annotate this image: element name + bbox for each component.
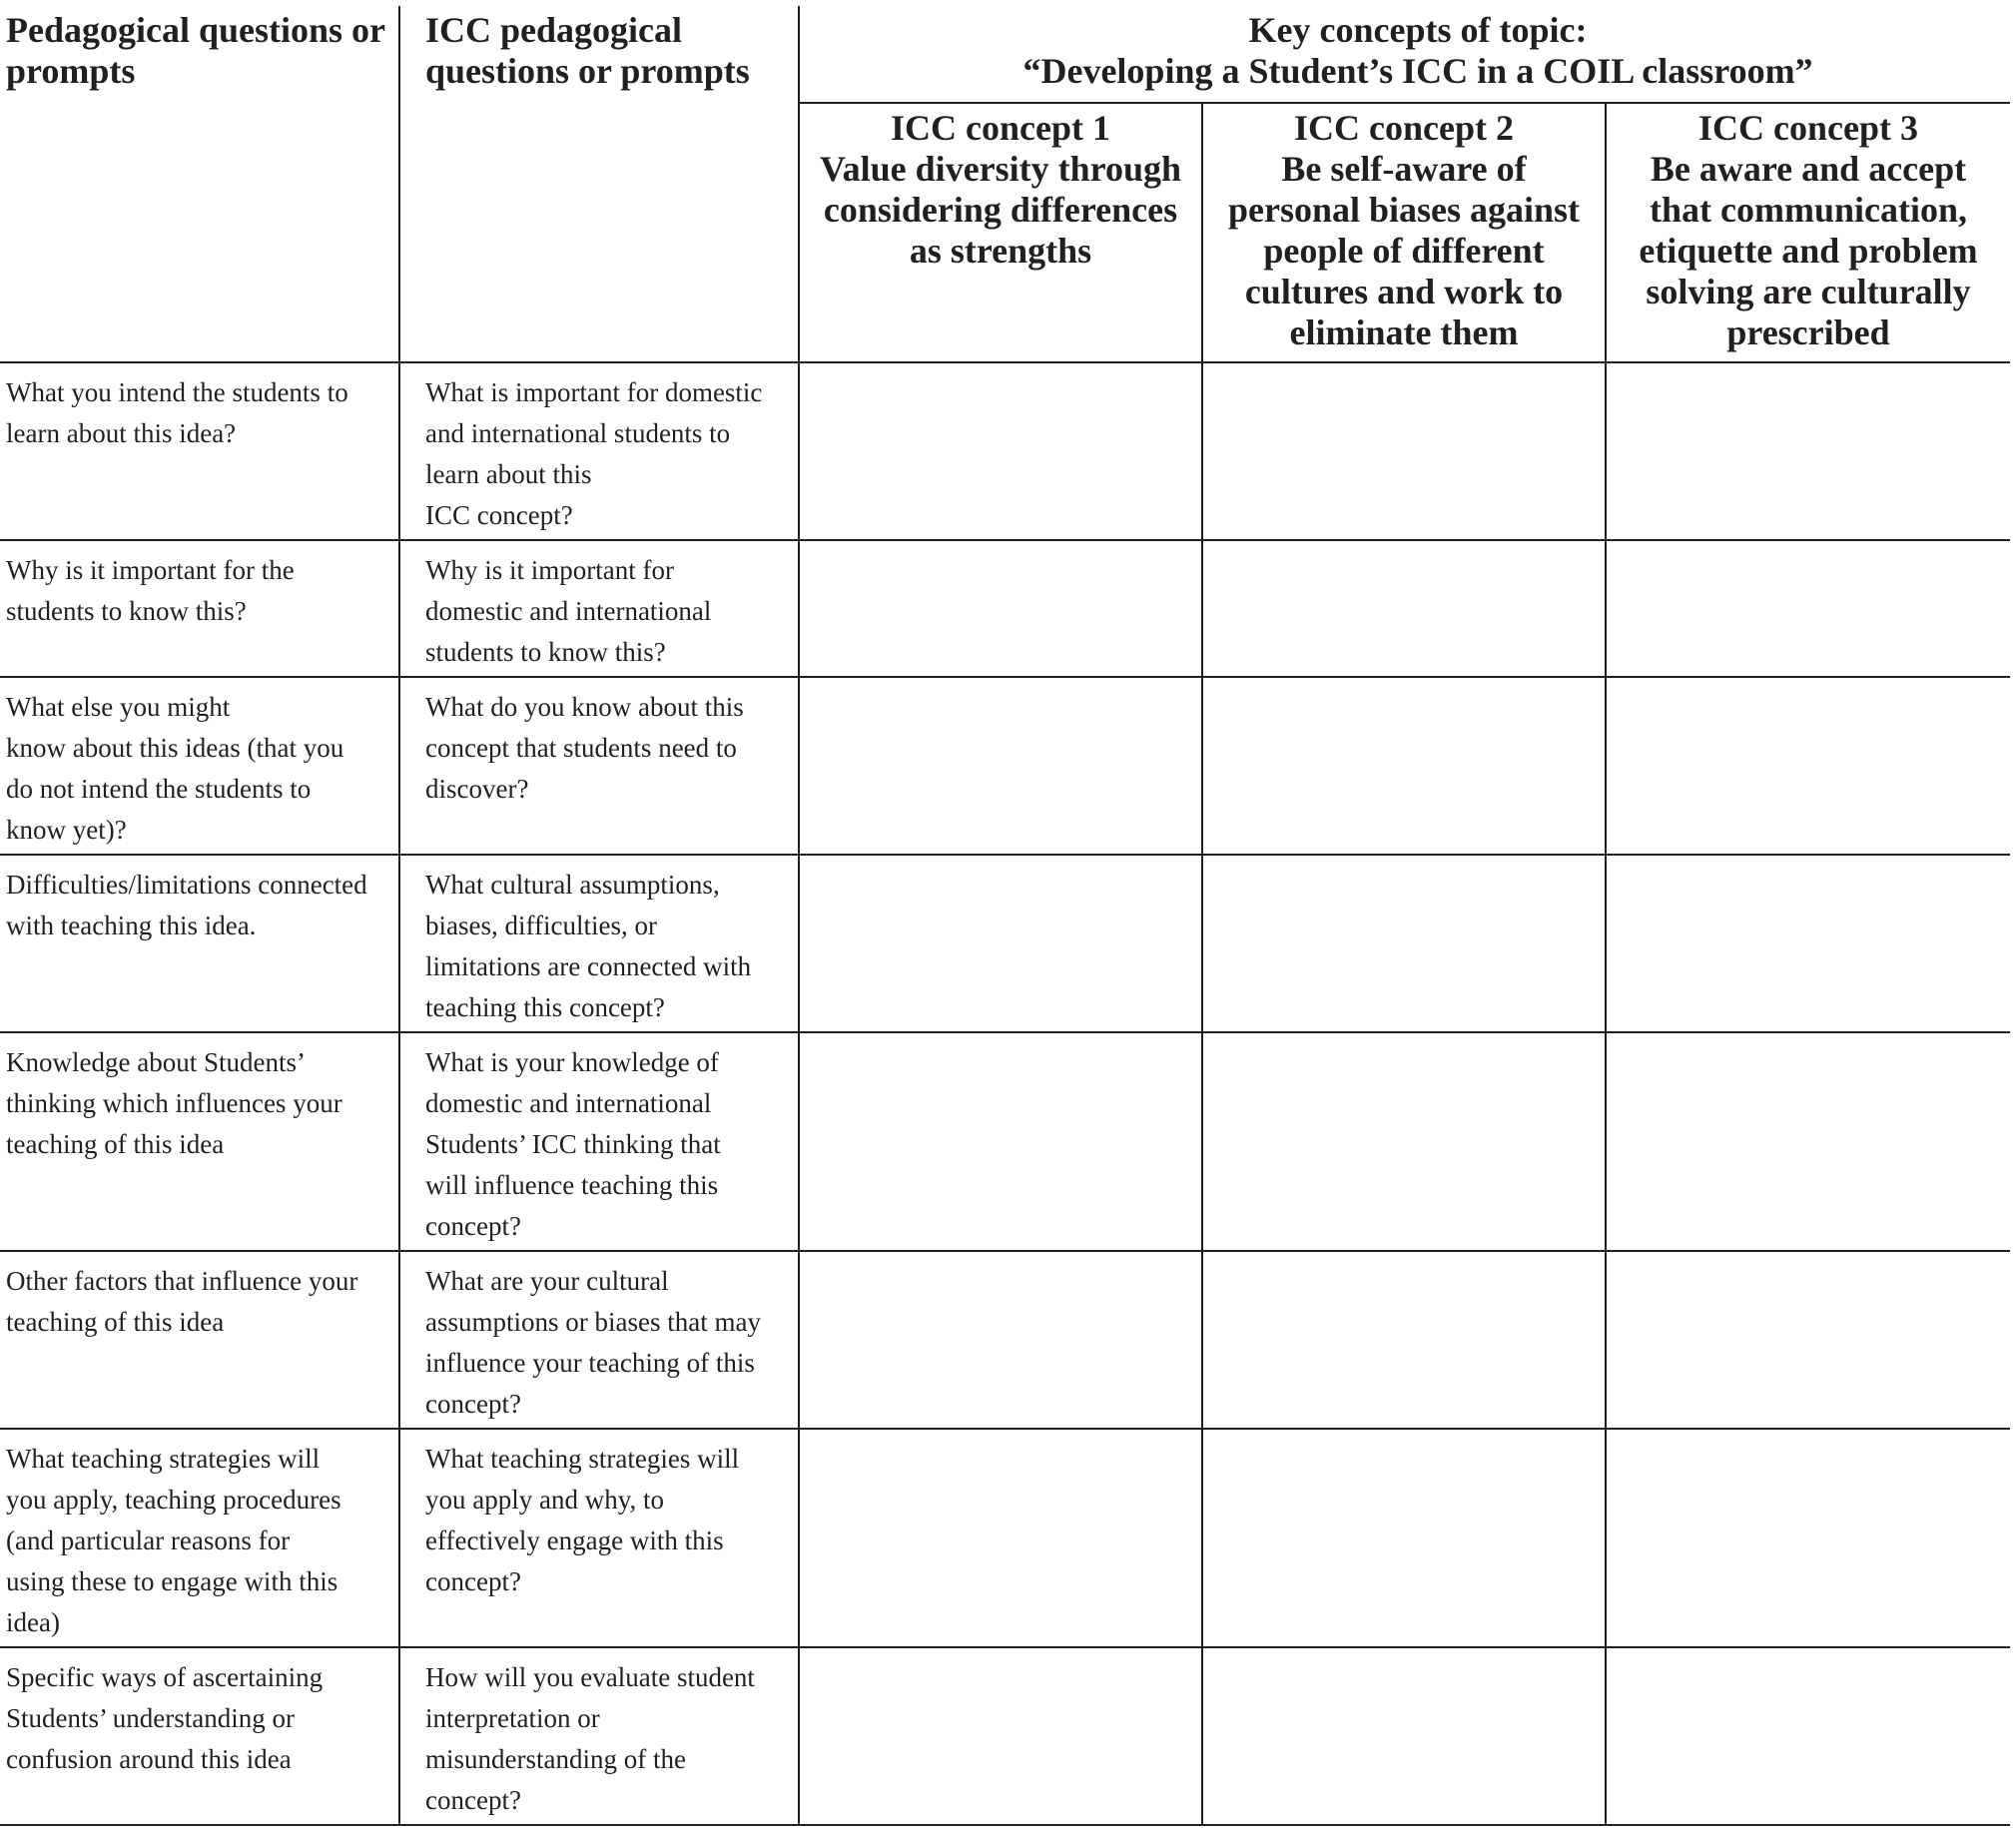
prompt-line: Other factors that influence your — [6, 1266, 358, 1296]
icc-line: biases, difficulties, or — [425, 911, 657, 940]
icc-line: concept? — [425, 1389, 521, 1419]
icc-line: domestic and international — [425, 1088, 712, 1118]
header-icc-concept-1 — [799, 103, 1202, 362]
concept-2-blank-cell — [1202, 1647, 1606, 1825]
table-row — [0, 855, 2010, 1032]
concept-2-blank-cell — [1202, 677, 1606, 855]
concept-3-blank-cell — [1606, 677, 2010, 855]
icc-line: assumptions or biases that may — [425, 1307, 761, 1337]
concept-3-blank-cell — [1606, 1429, 2010, 1647]
prompt-line: Why is it important for the — [6, 555, 295, 585]
icc-line: What teaching strategies will — [425, 1444, 740, 1474]
concept-2-blank-cell — [1202, 1429, 1606, 1647]
concept-2-line: eliminate them — [1289, 312, 1519, 352]
prompt-line: teaching of this idea — [6, 1129, 225, 1159]
pedagogical-prompt-cell — [0, 1032, 399, 1251]
concept-1-line: considering differences — [823, 190, 1178, 230]
icc-line: What do you know about this — [425, 692, 744, 722]
concept-2-blank-cell — [1202, 1032, 1606, 1251]
icc-prompt-cell — [399, 677, 799, 855]
prompt-line: confusion around this idea — [6, 1744, 292, 1774]
icc-prompt-cell — [399, 540, 799, 677]
concept-1-line: as strengths — [909, 231, 1092, 271]
pedagogical-prompt-cell — [0, 1251, 399, 1429]
concept-1-blank-cell — [799, 855, 1202, 1032]
icc-line: effectively engage with this — [425, 1525, 724, 1555]
icc-line: domestic and international — [425, 596, 712, 626]
table-row — [0, 1251, 2010, 1429]
pedagogical-prompt-cell — [0, 855, 399, 1032]
header-row-top — [0, 6, 2010, 103]
icc-prompt-cell — [399, 362, 799, 540]
prompt-line: using these to engage with this — [6, 1566, 338, 1596]
prompt-line: know about this ideas (that you — [6, 733, 344, 763]
concept-3-line: Be aware and accept — [1650, 149, 1967, 189]
table-row — [0, 1429, 2010, 1647]
concept-3-blank-cell — [1606, 855, 2010, 1032]
prompt-line: with teaching this idea. — [6, 911, 257, 940]
key-concepts-title: Key concepts of topic: — [1248, 10, 1588, 50]
icc-prompt-cell — [399, 1429, 799, 1647]
icc-line: learn about this — [425, 459, 592, 489]
concept-3-blank-cell — [1606, 1032, 2010, 1251]
prompt-line: (and particular reasons for — [6, 1525, 291, 1555]
icc-prompt-cell — [399, 855, 799, 1032]
header-icc-concept-2 — [1202, 103, 1606, 362]
concept-1-line: Value diversity through — [819, 149, 1182, 189]
icc-line: discover? — [425, 774, 529, 804]
icc-line: concept? — [425, 1211, 521, 1241]
table-row — [0, 540, 2010, 677]
prompt-line: Students’ understanding or — [6, 1703, 295, 1733]
prompt-line: Difficulties/limitations connected — [6, 870, 367, 900]
icc-line: students to know this? — [425, 637, 666, 667]
key-concepts-topic: “Developing a Student’s ICC in a COIL classroom” — [1022, 51, 1813, 91]
icc-line: What is your knowledge of — [425, 1047, 719, 1077]
header-key-concepts — [799, 6, 2010, 103]
concept-1-blank-cell — [799, 677, 1202, 855]
concept-2-blank-cell — [1202, 855, 1606, 1032]
icc-line: limitations are connected with — [425, 951, 752, 981]
prompt-line: students to know this? — [6, 596, 247, 626]
prompt-line: you apply, teaching procedures — [6, 1485, 341, 1515]
header-col1-line: prompts — [6, 51, 136, 91]
concept-1-blank-cell — [799, 1032, 1202, 1251]
concept-2-line: Be self-aware of — [1281, 149, 1527, 189]
icc-line: interpretation or — [425, 1703, 600, 1733]
table-body — [0, 362, 2010, 1825]
concept-1-blank-cell — [799, 1647, 1202, 1825]
prompt-line: do not intend the students to — [6, 774, 312, 804]
concept-2-blank-cell — [1202, 540, 1606, 677]
prompt-line: learn about this idea? — [6, 418, 237, 448]
table-row — [0, 1647, 2010, 1825]
prompt-line: thinking which influences your — [6, 1088, 342, 1118]
prompt-line: Specific ways of ascertaining — [6, 1662, 324, 1692]
header-col2-line: ICC pedagogical — [425, 10, 683, 50]
icc-line: ICC concept? — [425, 500, 573, 530]
prompt-line: know yet)? — [6, 815, 127, 845]
prompt-line: Knowledge about Students’ — [6, 1047, 306, 1077]
icc-line: misunderstanding of the — [425, 1744, 686, 1774]
pedagogical-prompt-cell — [0, 1429, 399, 1647]
pedagogical-prompt-cell — [0, 677, 399, 855]
pedagogical-prompt-cell — [0, 1647, 399, 1825]
header-col2-line: questions or prompts — [425, 51, 750, 91]
icc-line: Students’ ICC thinking that — [425, 1129, 721, 1159]
concept-3-blank-cell — [1606, 540, 2010, 677]
concept-1-blank-cell — [799, 1429, 1202, 1647]
icc-line: What is important for domestic — [425, 377, 763, 407]
icc-line: How will you evaluate student — [425, 1662, 755, 1692]
table-row — [0, 677, 2010, 855]
concept-2-line: people of different — [1263, 231, 1545, 271]
concept-2-line: cultures and work to — [1244, 272, 1564, 311]
header-col1-line: Pedagogical questions or — [6, 10, 386, 50]
concept-3-blank-cell — [1606, 362, 2010, 540]
icc-prompt-cell — [399, 1032, 799, 1251]
icc-line: concept? — [425, 1566, 521, 1596]
icc-line: you apply and why, to — [425, 1485, 664, 1515]
icc-line: Why is it important for — [425, 555, 674, 585]
table-row — [0, 1032, 2010, 1251]
table-row — [0, 362, 2010, 540]
icc-prompt-cell — [399, 1251, 799, 1429]
icc-line: teaching this concept? — [425, 992, 665, 1022]
concept-3-blank-cell — [1606, 1647, 2010, 1825]
concept-1-blank-cell — [799, 540, 1202, 677]
concept-3-blank-cell — [1606, 1251, 2010, 1429]
icc-line: concept? — [425, 1785, 521, 1815]
pedagogical-prompt-cell — [0, 540, 399, 677]
prompt-line: idea) — [6, 1607, 60, 1637]
concept-3-line: solving are culturally — [1646, 272, 1971, 311]
header-icc-questions — [399, 6, 799, 362]
concept-1-blank-cell — [799, 362, 1202, 540]
icc-line: What cultural assumptions, — [425, 870, 720, 900]
icc-line: and international students to — [425, 418, 731, 448]
header-pedagogical-questions — [0, 6, 399, 362]
concept-1-line: ICC concept 1 — [891, 108, 1110, 148]
icc-planning-table — [0, 6, 2010, 1826]
concept-3-line: that communication, — [1650, 190, 1968, 230]
header-icc-concept-3 — [1606, 103, 2010, 362]
concept-3-line: etiquette and problem — [1639, 231, 1978, 271]
concept-2-line: ICC concept 2 — [1294, 108, 1514, 148]
prompt-line: What teaching strategies will — [6, 1444, 321, 1474]
concept-2-blank-cell — [1202, 1251, 1606, 1429]
icc-line: influence your teaching of this — [425, 1348, 755, 1378]
icc-line: will influence teaching this — [425, 1170, 719, 1200]
prompt-line: What you intend the students to — [6, 377, 348, 407]
icc-prompt-cell — [399, 1647, 799, 1825]
concept-2-line: personal biases against — [1227, 190, 1581, 230]
concept-3-line: prescribed — [1726, 312, 1890, 352]
pedagogical-prompt-cell — [0, 362, 399, 540]
concept-2-blank-cell — [1202, 362, 1606, 540]
concept-3-line: ICC concept 3 — [1698, 108, 1918, 148]
icc-line: What are your cultural — [425, 1266, 669, 1296]
icc-line: concept that students need to — [425, 733, 737, 763]
prompt-line: What else you might — [6, 692, 231, 722]
concept-1-blank-cell — [799, 1251, 1202, 1429]
prompt-line: teaching of this idea — [6, 1307, 225, 1337]
